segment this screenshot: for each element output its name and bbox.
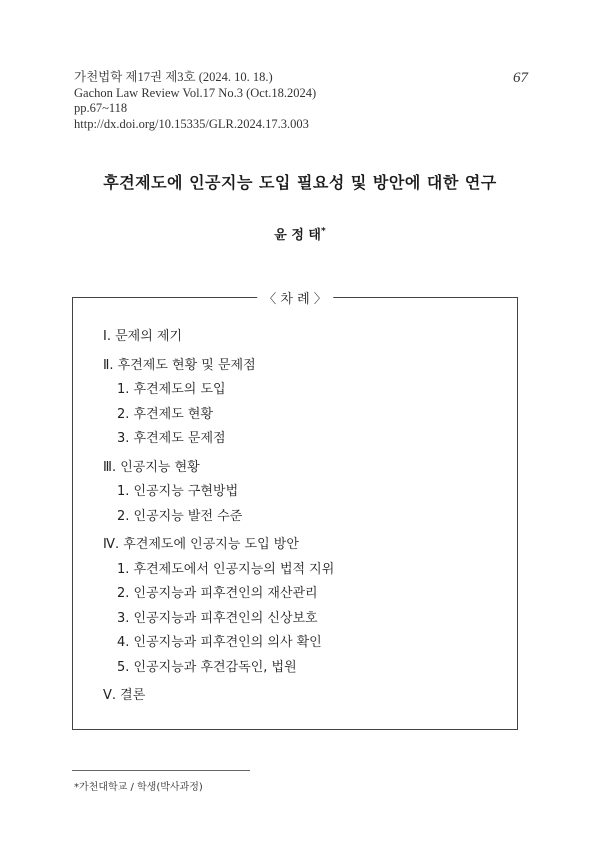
page-number: 67: [513, 70, 528, 86]
table-of-contents: [72, 292, 518, 730]
toc-subsection-item: 1. 후견제도의 도입: [117, 382, 226, 397]
toc-section-item: Ⅴ. 결론: [103, 688, 146, 703]
author-name: 윤 정 태: [274, 228, 321, 243]
toc-subsection-item: 2. 인공지능과 피후견인의 재산관리: [117, 586, 318, 601]
toc-section-item: Ⅲ. 인공지능 현황: [103, 459, 200, 475]
toc-list: [103, 325, 334, 709]
author-line: [0, 224, 600, 243]
toc-subsection-item: 2. 인공지능 발전 수준: [117, 508, 243, 524]
toc-subsection-item: 1. 후견제도에서 인공지능의 법적 지위: [117, 561, 335, 577]
toc-section-item: Ⅳ. 후견제도에 인공지능 도입 방안: [103, 537, 299, 552]
toc-section-item: Ⅰ. 문제의 제기: [103, 329, 183, 344]
toc-subsection-item: 3. 인공지능과 피후견인의 신상보호: [117, 610, 318, 626]
journal-name-korean: 가천법학 제17권 제3호 (2024. 10. 18.): [74, 70, 273, 84]
toc-subsection-item: 5. 인공지능과 후견감독인, 법원: [117, 659, 297, 675]
toc-subsection-item: 2. 후견제도 현황: [117, 406, 214, 422]
toc-subsection-item: 3. 후견제도 문제점: [117, 431, 226, 446]
author-footnote-mark: *: [321, 226, 326, 237]
author-footnote: *가천대학교 / 학생(박사과정): [74, 782, 203, 793]
toc-subsection-item: 4. 인공지능과 피후견인의 의사 확인: [117, 635, 322, 650]
toc-section-item: Ⅱ. 후견제도 현황 및 문제점: [103, 357, 256, 373]
toc-heading: 〈 차 례 〉: [257, 288, 333, 307]
page-range: pp.67~118: [74, 101, 128, 115]
doi-link[interactable]: http://dx.doi.org/10.15335/GLR.2024.17.3.003: [74, 116, 309, 131]
toc-subsection-item: 1. 인공지능 구현방법: [117, 484, 239, 499]
journal-name-english: Gachon Law Review Vol.17 No.3 (Oct.18.2024): [74, 85, 317, 100]
footnote-divider: [72, 770, 250, 771]
journal-meta: [74, 70, 316, 132]
paper-title: 후견제도에 인공지능 도입 필요성 및 방안에 대한 연구: [103, 173, 497, 192]
